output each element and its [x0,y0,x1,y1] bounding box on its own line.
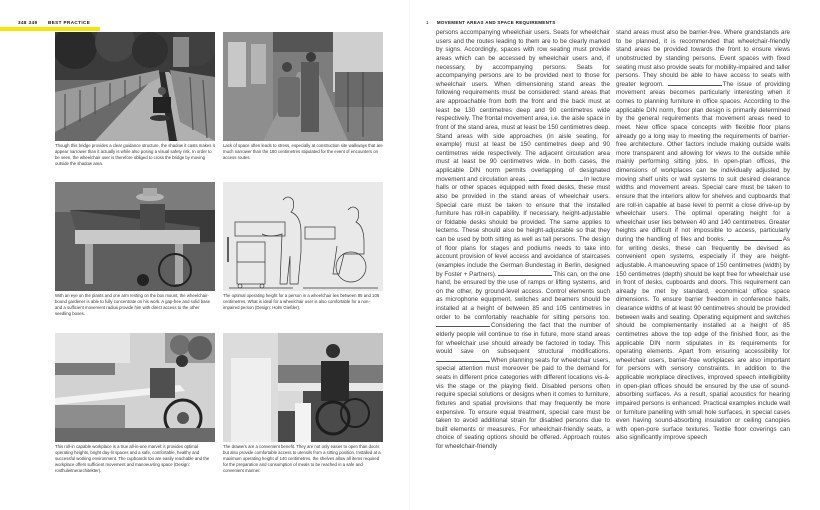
caption-walkway: Lack of space often leads to stress, especially at construction site walkways that are much narrower than the 180 centimetres stipulated for the event of encounters on access routes. [223,143,383,160]
caption-garden: With an eye on the plants and one arm resting on the box mount, the wheelchair-bound gardener is able to fully concentrate on his work. A gap-free and solid base and a sufficient movement radius provide him with direct access to the other seedling boxes. [55,293,211,316]
caption-kitchen: The drawers are a convenient benefit. They are not only easier to open than doors but also provide comfortable access to utensils from a sitting position. Installed at a maximum operating height of 140 centimetres, the shelves allow all items required for the preparation and consumption of meals to be reached in a safe and convenient manner. [223,444,381,473]
drawing-operating-height [223,182,383,291]
photo-bridge [55,32,215,141]
chapter-title: MOVEMENT AREAS AND SPACE REQUIREMENTS [436,20,556,25]
paragraph: This can, on the one hand, be ensured by the use of ramps or lifting systems, and on the other, by ground-level access. Control elements such as microphone equipment, switches and beamers should be installed at a height of between 85 and 105 centimetres in order to be comfortably reachable for sitting persons too. [436,270,611,321]
page-numbers: 348 349 [18,20,38,25]
workplace-image [55,333,215,442]
paragraph-rule [529,180,583,181]
line-drawing [223,182,383,291]
caption-bridge: Though this bridge provides a clear guidance structure, the shadow it casts makes it appear narrower than it actually is while also posing a visual safety risk. In order to be seen, the wheelchair user is therefore obliged to cross the bridge by moving outside the shadow area. [55,143,215,166]
paragraph-rule [668,85,722,86]
paragraph: The issue of providing movement areas becomes particularly interesting when it comes to planning furniture in office spaces. According to the applicable DIN norm, floor plan design is primarily determined by the general requirements that movement areas need to meet. New office space concepts with flexible floor plans already go a long way to meeting the requirements of barrier-free architecture. Other factors include making outside walls more transparent and allowing for views to the outside while mainly performing sitting jobs. In open-plan offices, the dimensions of workplaces can be individually adjusted by moving shelf units or wall systems to suit desired clearance widths and movement areas. Special care must be taken to ensure that the interiors allow for shelves and cupboards that are roll-in capable at base level to permit a close drive-up by wheelchair users. The optimal operating height for a wheelchair user lies between 40 and 140 centimetres. Greater heights are difficult if not impossible to access, particularly during the handling of files and books. [616,80,790,243]
photo-walkway [223,32,383,141]
accent-bar [0,27,100,31]
body-column-1 [436,29,610,452]
paragraph: persons accompanying wheelchair users. Seats for wheelchair users and the routes leading to them are to be clearly marked by signs. Accordingly, spaces with row seating must provide areas which can be accessed by wheelchair users and, if necessary, by accompanying persons. Seats for accompanying persons are to be provided next to those for wheelchair users. When dimensioning stand areas the following requirements must be considered: stand areas that are approachable from both the front and the back must at least be 130 centimetres deep and 90 centimetres wide respectively. The frontal movement area, i.e. the aisle space in front of the stand area, must at least be 150 centimetres deep. Stand areas with side approaches (in aisle seating, for example) must at least be 150 centimetres deep and 90 centimetres wide respectively. The adjacent circulation area must at least be 90 centimetres wide. In both cases, the applicable DIN norm permits overlapping of designated movement and circulation areas. [436,29,610,183]
bridge-image [55,32,215,141]
paragraph: When planning seats for wheelchair users, special attention must moreover be paid to the demand for seats in different price categories with different locations vis-à-vis the stage or the playing field. Disabled persons often require special solutions or designs when it comes to furniture, fixtures and spatial provisions that may frequently be more expensive. To ensure equal treatment, special care must be taken to avoid additional strain for disabled persons due to built elements or measures. For wheelchair-friendly seats, a choice of seating options should be offered. Approach routes for wheelchair-friendly [436,356,610,450]
chapter-number: 1 [426,20,429,25]
paragraph: stand areas must also be barrier-free. Where grandstands are to be planned, it is recommended that wheelchair-friendly stand areas be provided towards the front to ensure views unobstructed by standing persons. Event spaces with fixed seating must also provide seats for mobility-impaired and taller persons. They should be able to have access to seats with greater legroom. [616,29,790,88]
paragraph-rule [728,240,782,241]
photo-workplace [55,333,215,442]
body-column-2 [616,29,790,443]
kitchen-image [223,333,383,442]
caption-workplace: This roll-in capable workplace is a true all-in-one marvel: it provides optimal operating heights, bright day-lit spaces and a safe, comfortable, healthy and successful working environment. The cupboards too are easily reachable and the workplace offers sufficient movement and manoeuvring space (Design: rosthuleitnerarchitekter). [55,444,210,473]
paragraph-rule [498,275,552,276]
paragraph: In lecture halls or other spaces equipped with fixed desks, these must also be provided in the stand areas of wheelchair users. Special care must be taken to ensure that the installed furniture has roll-in capability. If necessary, height-adjustable or foldable desks should be provided. The same applies to lecterns. These should also be height-adjustable so that they can be used by both sitting as well as tall persons. The design of floor plans for stages and podiums needs to take into account provision of level access and avoidance of staircases (examples include the German Bundestag in Berlin, designed by Foster + Partners). [436,175,610,278]
paragraph-rule [436,361,490,362]
walkway-image [223,32,383,141]
paragraph: Considering the fact that the number of elderly people will continue to rise in future, more stand areas for wheelchair use should already be factored in today. This would save on subsequent structural modifications. [436,322,610,356]
photo-garden [55,182,215,291]
right-page [410,0,820,510]
section-label: BEST PRACTICE [48,20,91,25]
paragraph: As for writing desks, these can frequently be devised as convenient open systems, especially if they are height-adjustable. A manoeuvring space of 150 centimetres (width) by 150 centimetres (depth) should be kept free for wheelchair use in front of desks, cupboards and doors. This requirement can already be met by standard, economical office space dimensions. To ensure barrier freedom in conference halls, clearance widths of at least 90 centimetres should be provided between walls and seating. Operating equipment and switches should be complementarily installed at a height of 85 centimetres above the top edge of the finished floor, as the applicable DIN norm stipulates in its requirements for operating elements. Apart from ensuring accessibility for wheelchair users, barrier-free workplaces are also important for persons with sensory constraints. In addition to the applicable workplace directives, improved speech intelligibility in open-plan offices should be ensured by the use of sound-absorbing surfaces. As a result, spatial acoustics for hearing impaired persons is enhanced. Practical examples include wall or furniture panelling with small hole surfaces, in special cases even having sound-absorbing insulation or ceiling canopies with open-pore surface textures. Textile floor coverings can also significantly improve speech [616,236,790,442]
photo-kitchen [223,333,383,442]
chapter-heading [426,20,556,25]
paragraph-rule [436,326,490,327]
caption-drawing: The optimal operating height for a person in a wheelchair lies between 85 and 105 centimetres. What is ideal for a wheelchair user is also comfortable for a non-impaired person (Design: Holm Gießler). [223,293,380,310]
garden-image [55,182,215,291]
